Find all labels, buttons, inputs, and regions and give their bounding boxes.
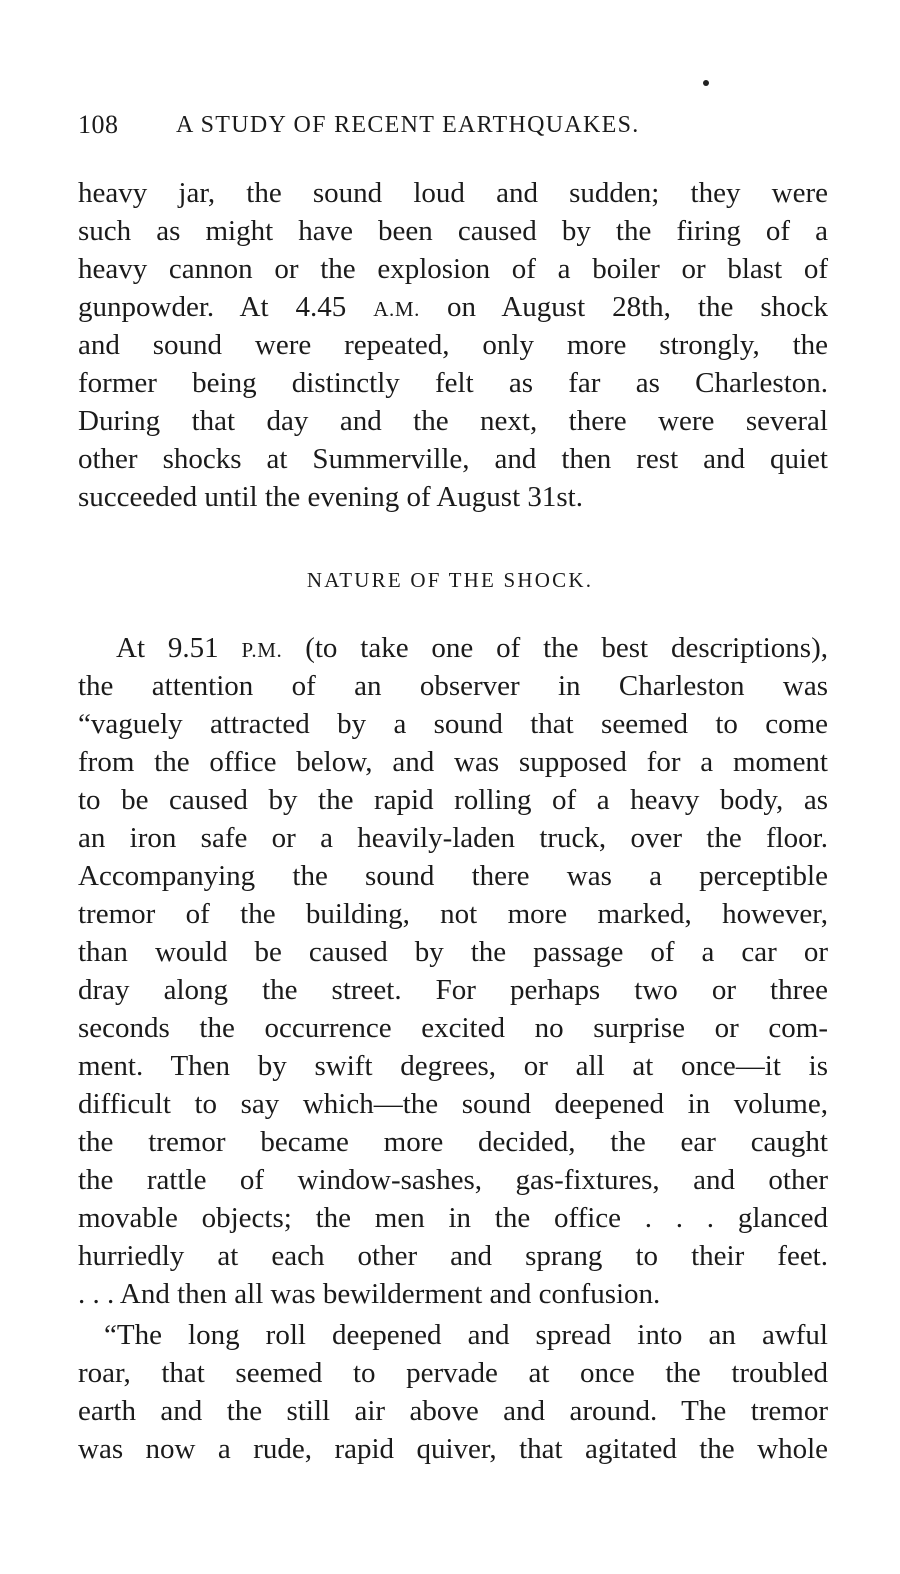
text-line: former being distinctly felt as far as Charleston. xyxy=(78,367,828,399)
text-line: difficult to say which—the sound deepened in volume, xyxy=(78,1088,828,1120)
text-line: “The long roll deepened and spread into an awful xyxy=(104,1319,828,1351)
text-line: movable objects; the men in the office . . . glanced xyxy=(78,1202,828,1234)
text-line: an iron safe or a heavily-laden truck, over the floor. xyxy=(78,822,828,854)
text-line: earth and the still air above and around. The tremor xyxy=(78,1395,828,1427)
text-line: the attention of an observer in Charleston was xyxy=(78,670,828,702)
section-heading: NATURE OF THE SHOCK. xyxy=(306,568,594,592)
text-line: . . . And then all was bewilderment and confusion. xyxy=(78,1278,661,1310)
text-line: was now a rude, rapid quiver, that agitated the whole xyxy=(78,1433,828,1465)
text-run: gunpowder. At 4.45 xyxy=(78,291,374,323)
text-line: and sound were repeated, only more strongly, the xyxy=(78,329,828,361)
text-line: than would be caused by the passage of a car or xyxy=(78,936,828,968)
text-line: dray along the street. For perhaps two or three xyxy=(78,974,828,1006)
text-line: hurriedly at each other and sprang to their feet. xyxy=(78,1240,828,1272)
text-run: on August 28th, the shock xyxy=(419,291,828,323)
text-line: seconds the occurrence excited no surprise or com- xyxy=(78,1012,828,1044)
running-header xyxy=(78,110,818,146)
text-line: heavy jar, the sound loud and sudden; they were xyxy=(78,177,828,209)
time-abbrev: A.M. xyxy=(373,297,420,321)
text-run: (to take one of the best descriptions), xyxy=(282,632,828,664)
text-line: other shocks at Summerville, and then rest and quiet xyxy=(78,443,828,475)
text-line: tremor of the building, not more marked, however, xyxy=(78,898,828,930)
paragraph-3 xyxy=(78,1316,828,1468)
text-run: At 9.51 xyxy=(116,632,242,664)
text-line: ment. Then by swift degrees, or all at once—it is xyxy=(78,1050,828,1082)
ink-speck xyxy=(703,80,709,86)
paragraph-1 xyxy=(78,174,828,516)
text-line: succeeded until the evening of August 31st. xyxy=(78,481,583,513)
text-line: such as might have been caused by the firing of a xyxy=(78,215,828,247)
text-line: the rattle of window-sashes, gas-fixtures, and other xyxy=(78,1164,828,1196)
text-line: roar, that seemed to pervade at once the troubled xyxy=(78,1357,828,1389)
paragraph-2 xyxy=(78,629,828,1313)
text-line: Accompanying the sound there was a perceptible xyxy=(78,860,828,892)
text-line: “vaguely attracted by a sound that seemed to come xyxy=(78,708,828,740)
page-number: 108 xyxy=(78,110,119,139)
text-line: the tremor became more decided, the ear caught xyxy=(78,1126,828,1158)
running-title: A STUDY OF RECENT EARTHQUAKES. xyxy=(176,112,640,138)
text-line: to be caused by the rapid rolling of a heavy body, as xyxy=(78,784,828,816)
text-line: During that day and the next, there were several xyxy=(78,405,828,437)
text-line: heavy cannon or the explosion of a boiler or blast of xyxy=(78,253,828,285)
text-line xyxy=(78,288,828,326)
text-line: from the office below, and was supposed for a moment xyxy=(78,746,828,778)
time-abbrev: P.M. xyxy=(241,638,283,662)
text-line xyxy=(78,629,828,667)
